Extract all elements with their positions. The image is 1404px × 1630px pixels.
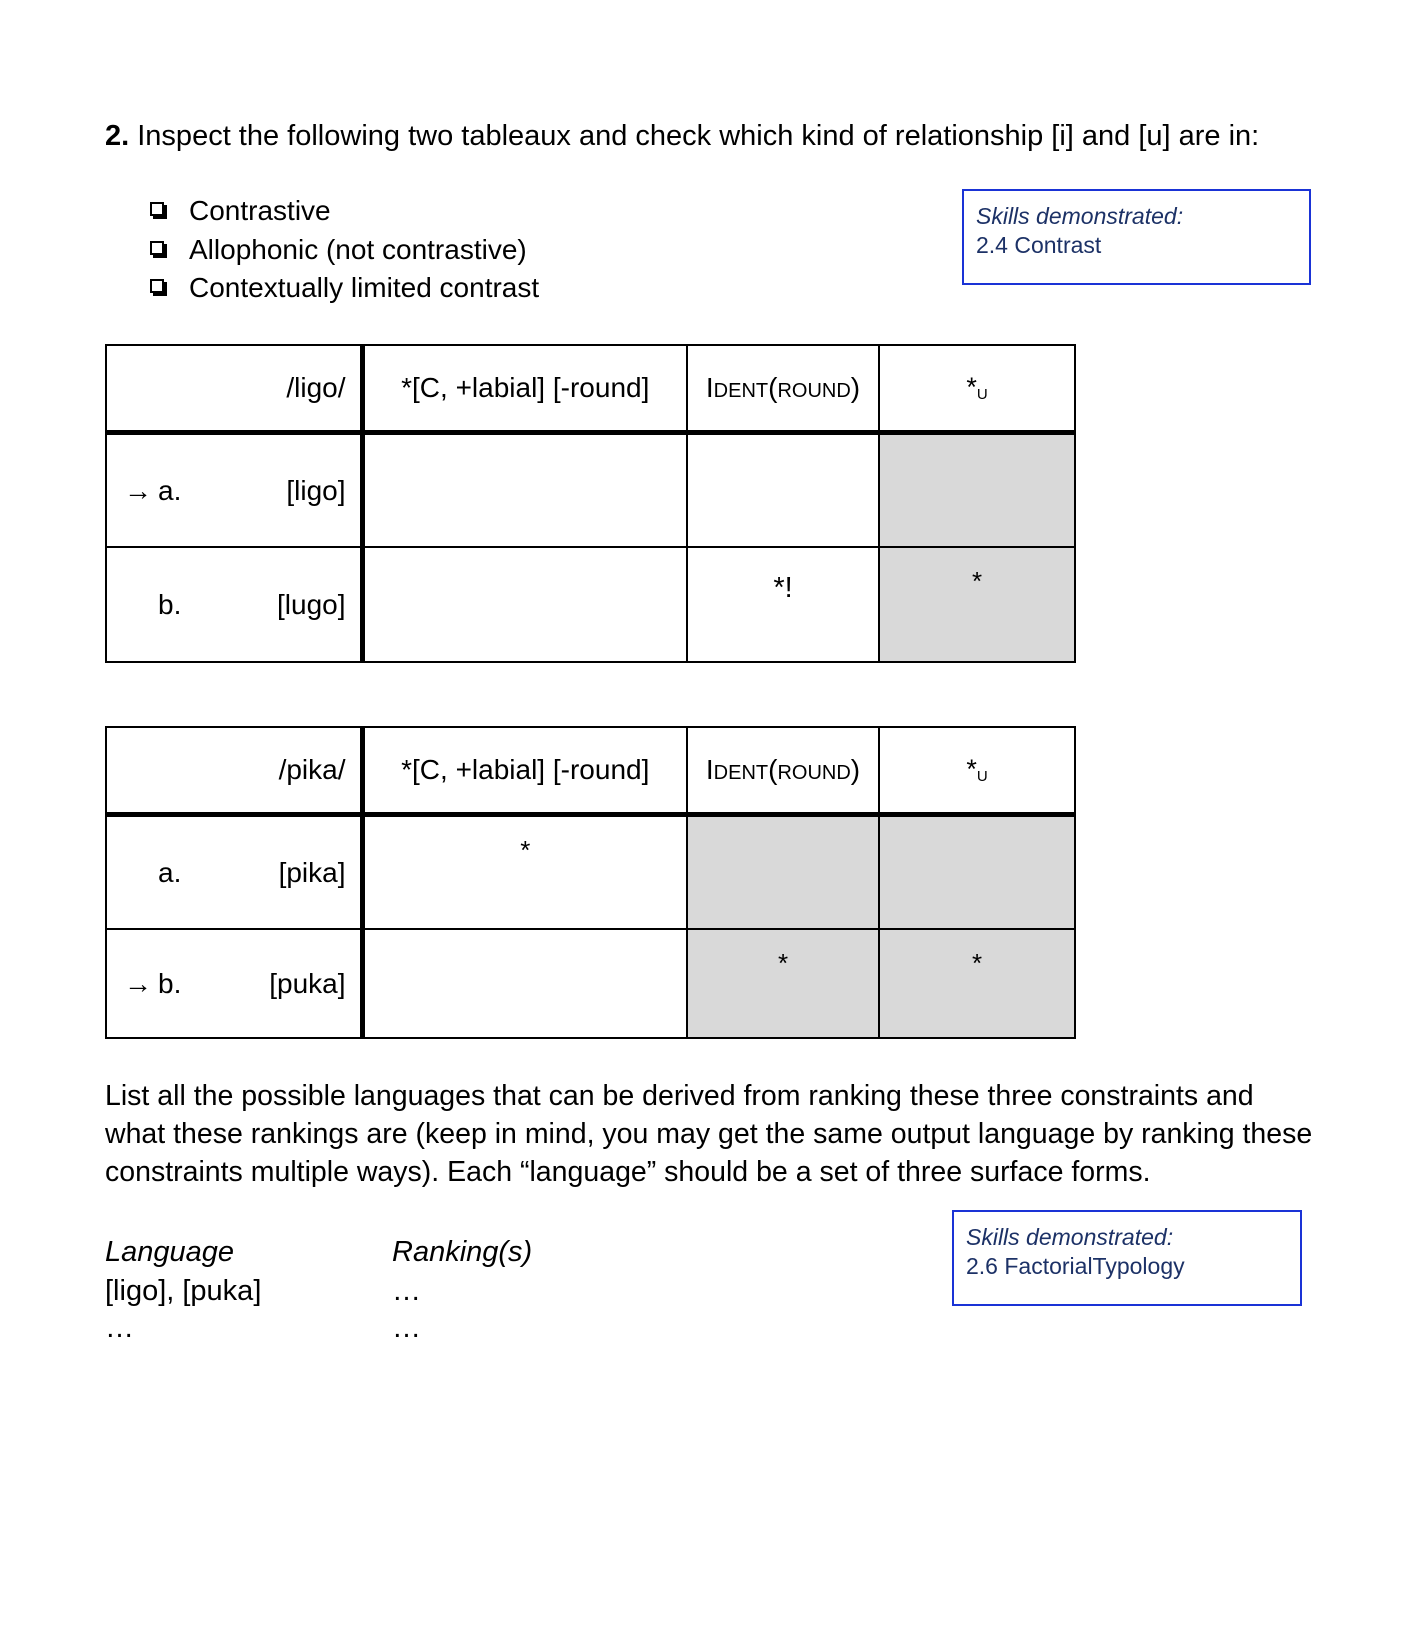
skills-box-contrast	[962, 189, 1311, 285]
tableau-pika	[105, 726, 1076, 1039]
tableau-header-row	[106, 727, 1075, 815]
skills-box-typology	[952, 1210, 1302, 1306]
candidate-cell	[106, 547, 362, 662]
winner-arrow-icon: →	[124, 474, 152, 506]
violation-cell	[362, 929, 687, 1038]
candidate-row	[106, 547, 1075, 662]
constraint-star-u: *u	[879, 727, 1075, 815]
checkbox-icon[interactable]	[150, 202, 164, 216]
option-contrastive[interactable]	[150, 192, 539, 231]
constraint-star-u: *u	[879, 345, 1075, 433]
constraint-labial-round: *[C, +labial] [-round]	[362, 727, 687, 815]
checkbox-icon[interactable]	[150, 241, 164, 255]
candidate-letter: b.	[158, 588, 182, 620]
question-number: 2.	[105, 120, 130, 152]
candidate-row	[106, 815, 1075, 930]
tableau-ligo	[105, 344, 1076, 663]
candidate-row	[106, 433, 1075, 548]
ranking-cell: …	[392, 1275, 421, 1307]
question-prompt: Inspect the following two tableaux and check which kind of relationship [i] and [u] are in:	[137, 120, 1260, 152]
tableau-input: /ligo/	[106, 345, 362, 433]
instructions-paragraph: List all the possible languages that can be derived from ranking these three constraints and what these rankings are (keep in mind, you may get the same output language by ranking these constraints multiple ways). Each “language” should be a set of three surface forms.	[105, 1080, 1313, 1188]
candidate-letter: a.	[158, 474, 182, 506]
candidate-cell	[106, 815, 362, 930]
option-contextually-limited[interactable]	[150, 269, 539, 308]
violation-cell	[687, 815, 879, 930]
answer-options	[150, 192, 539, 308]
option-label: Contrastive	[189, 195, 331, 227]
option-allophonic[interactable]	[150, 231, 539, 270]
language-column-header: Language	[105, 1236, 235, 1268]
violation-cell	[879, 815, 1075, 930]
skills-value: 2.4 Contrast	[976, 232, 1102, 258]
violation-cell: *	[362, 815, 687, 930]
violation-cell: *	[879, 929, 1075, 1038]
skills-value: 2.6 FactorialTypology	[966, 1253, 1185, 1279]
violation-cell	[362, 433, 687, 548]
tableau-input: /pika/	[106, 727, 362, 815]
candidate-row	[106, 929, 1075, 1038]
candidate-form: [pika]	[278, 856, 346, 888]
skills-label: Skills demonstrated:	[976, 203, 1184, 229]
candidate-letter: b.	[158, 967, 182, 999]
option-label: Contextually limited contrast	[189, 272, 540, 304]
violation-cell	[879, 433, 1075, 548]
checkbox-icon[interactable]	[150, 279, 164, 293]
ranking-cell: …	[392, 1312, 421, 1344]
language-cell: [ligo], [puka]	[105, 1275, 262, 1307]
candidate-form: [lugo]	[277, 588, 346, 620]
winner-arrow-icon: →	[124, 967, 152, 999]
candidate-form: [puka]	[269, 967, 346, 999]
constraint-ident-round: Ident(round)	[687, 345, 879, 433]
violation-cell: *!	[687, 547, 879, 662]
question-text	[105, 120, 1259, 153]
candidate-cell	[106, 433, 362, 548]
violation-cell: *	[687, 929, 879, 1038]
constraint-labial-round: *[C, +labial] [-round]	[362, 345, 687, 433]
candidate-form: [ligo]	[286, 474, 346, 506]
language-cell: …	[105, 1312, 134, 1344]
violation-cell: *	[879, 547, 1075, 662]
violation-cell	[362, 547, 687, 662]
constraint-ident-round: Ident(round)	[687, 727, 879, 815]
violation-cell	[687, 433, 879, 548]
tableau-header-row	[106, 345, 1075, 433]
candidate-cell	[106, 929, 362, 1038]
skills-label: Skills demonstrated:	[966, 1224, 1174, 1250]
option-label: Allophonic (not contrastive)	[189, 233, 527, 265]
ranking-column-header: Ranking(s)	[392, 1236, 533, 1268]
candidate-letter: a.	[158, 856, 182, 888]
